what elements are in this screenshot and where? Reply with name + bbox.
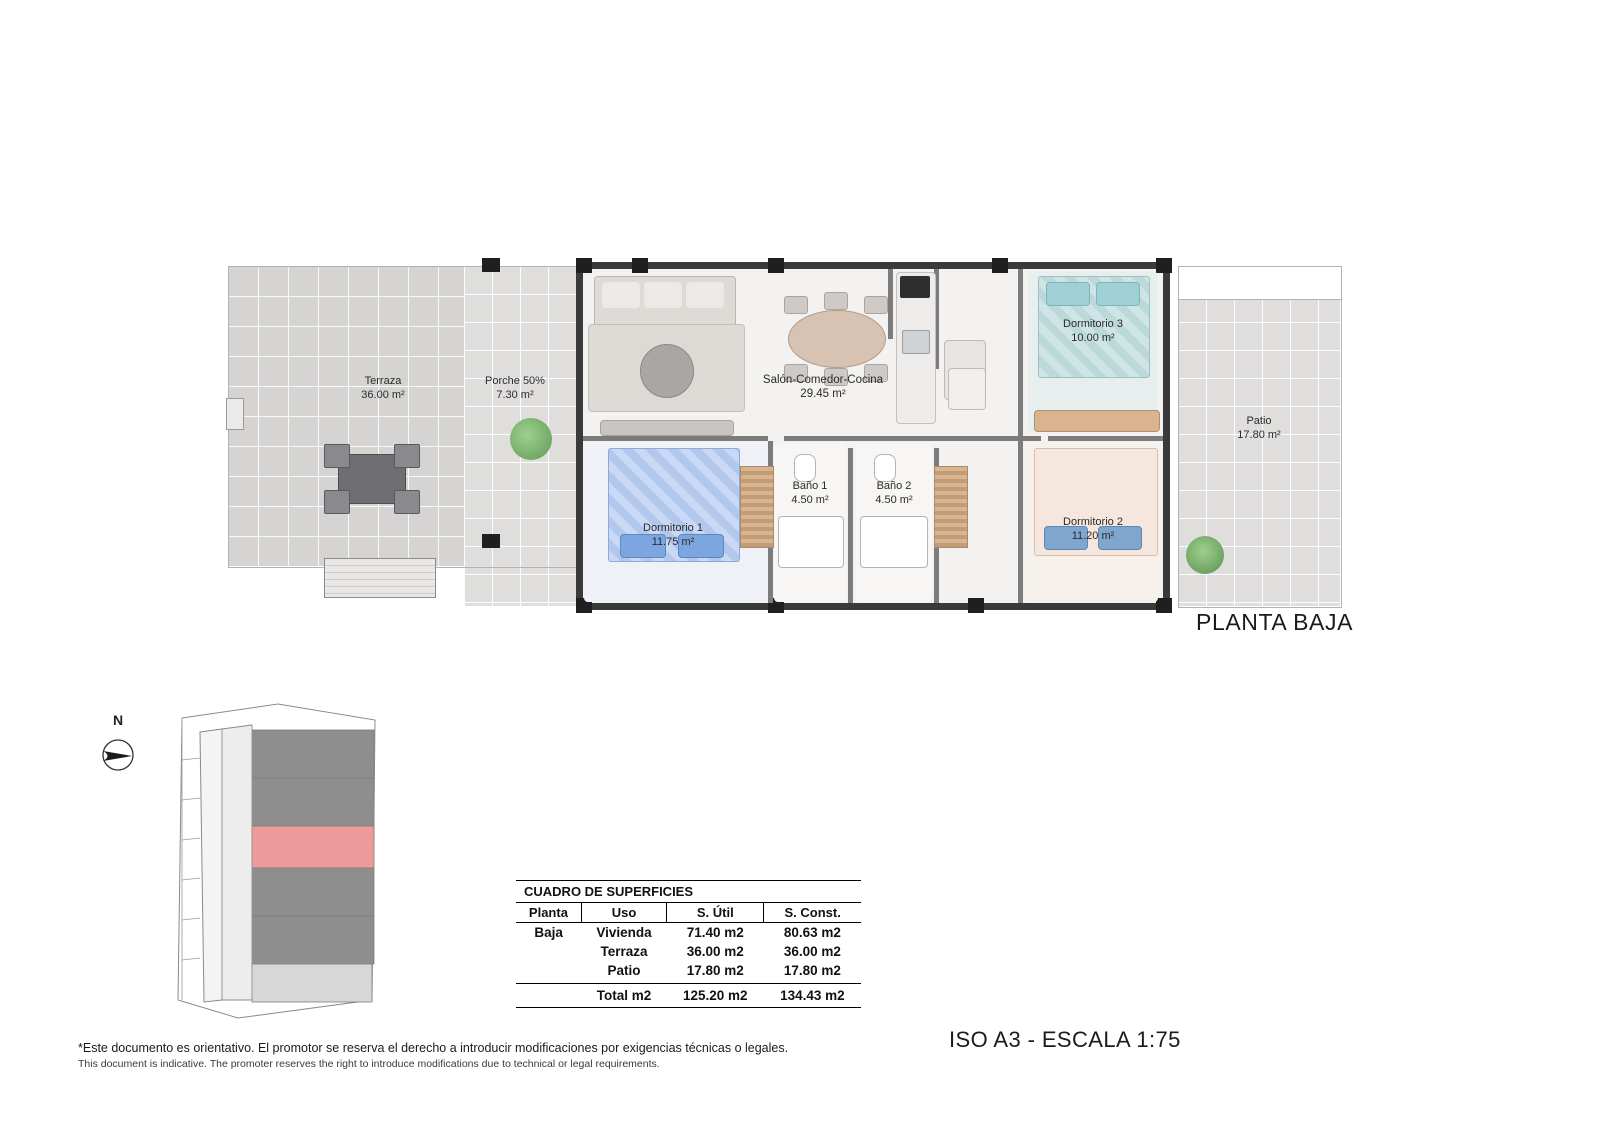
outdoor-chair xyxy=(394,444,420,468)
room-label-bano2: Baño 2 4.50 m² xyxy=(875,480,913,506)
table-row xyxy=(516,961,861,984)
wall-partition xyxy=(1018,269,1023,436)
floor-title: PLANTA BAJA xyxy=(1196,609,1354,635)
stairs xyxy=(324,558,436,598)
table-total-row xyxy=(516,984,861,1008)
cell-util: 71.40 m2 xyxy=(686,925,744,940)
wall-interior-horizontal xyxy=(1048,436,1163,441)
dining-chair xyxy=(824,292,848,310)
room-label-dormitorio3: Dormitorio 3 10.00 m² xyxy=(1063,318,1123,344)
wall-node xyxy=(632,258,648,273)
surface-table xyxy=(516,880,861,1008)
cell-planta xyxy=(516,942,581,961)
sink-icon xyxy=(902,330,930,354)
site-plan xyxy=(160,700,385,1022)
wall-node xyxy=(992,258,1008,273)
shower-bano1 xyxy=(778,516,844,568)
wall-node xyxy=(1156,598,1172,613)
cell-uso: Patio xyxy=(607,963,641,978)
footnote-es: *Este documento es orientativo. El promotor se reserva el derecho a introducir modificaciones por exigencias técnicas o legales. xyxy=(78,1041,789,1055)
col-header-uso: Uso xyxy=(581,903,666,923)
floor-plan xyxy=(228,258,1338,610)
cell-planta: Baja xyxy=(534,925,563,940)
total-const: 134.43 m2 xyxy=(764,984,861,1008)
cell-planta xyxy=(516,961,581,984)
pillow xyxy=(620,534,666,558)
pillow xyxy=(1098,526,1142,550)
table-row xyxy=(516,923,861,943)
terrace-outline xyxy=(228,266,578,568)
cell-util: 36.00 m2 xyxy=(686,944,744,959)
cell-util: 17.80 m2 xyxy=(686,963,744,978)
col-header-planta: Planta xyxy=(516,903,581,923)
wall-interior-horizontal xyxy=(784,436,936,441)
wall-node xyxy=(768,258,784,273)
wall-node xyxy=(1156,258,1172,273)
toilet-bano2 xyxy=(874,454,896,482)
plant-icon xyxy=(510,418,552,460)
dining-chair xyxy=(784,296,808,314)
wall-node xyxy=(576,258,592,273)
col-header-sutil: S. Útil xyxy=(667,903,764,923)
pillow xyxy=(678,534,724,558)
room-label-dormitorio2: Dormitorio 2 11.20 m² xyxy=(1063,516,1123,542)
pillow xyxy=(1096,282,1140,306)
dining-chair xyxy=(784,364,808,382)
wall-interior-horizontal xyxy=(936,436,1041,441)
north-arrow-icon xyxy=(96,733,140,777)
fridge xyxy=(948,368,986,410)
shower-bano2 xyxy=(860,516,928,568)
cell-const: 80.63 m2 xyxy=(783,925,841,940)
tv-unit xyxy=(600,420,734,436)
dining-table xyxy=(788,310,886,368)
footnote-en: This document is indicative. The promoter reserves the right to introduce modifications due to technical or legal requirements. xyxy=(78,1057,660,1070)
wall-right xyxy=(1163,262,1170,610)
outdoor-chair xyxy=(324,444,350,468)
cell-const: 17.80 m2 xyxy=(783,963,841,978)
wall-top xyxy=(576,262,1170,269)
dining-chair xyxy=(824,368,848,386)
wall-partition xyxy=(848,448,853,603)
room-label-salon: Salón-Comedor-Cocina 29.45 m² xyxy=(762,374,884,401)
pillow xyxy=(1046,282,1090,306)
scale-title: ISO A3 - ESCALA 1:75 xyxy=(949,1027,1181,1052)
sofa-cushion xyxy=(602,282,640,308)
room-label-porche: Porche 50% 7.30 m² xyxy=(485,375,545,401)
north-label: N xyxy=(113,712,124,728)
hob-icon xyxy=(900,276,930,298)
cell-uso: Terraza xyxy=(600,944,648,959)
wardrobe-dorm3 xyxy=(1034,410,1160,432)
cell-const: 36.00 m2 xyxy=(783,944,841,959)
pillow xyxy=(1044,526,1088,550)
terrace-step-left xyxy=(226,398,244,430)
col-header-sconst: S. Const. xyxy=(764,903,861,923)
coffee-table xyxy=(640,344,694,398)
total-label: Total m2 xyxy=(581,984,666,1008)
cell-uso: Vivienda xyxy=(596,925,652,940)
sofa-cushion xyxy=(644,282,682,308)
dining-chair xyxy=(864,296,888,314)
wall-interior-horizontal xyxy=(583,436,768,441)
toilet-bano1 xyxy=(794,454,816,482)
plant-icon xyxy=(1186,536,1224,574)
table-row xyxy=(516,942,861,961)
wall-left xyxy=(576,262,583,610)
patio-top-void xyxy=(1178,266,1342,300)
room-label-patio: Patio 17.80 m² xyxy=(1237,415,1281,441)
pillar xyxy=(482,258,500,272)
wall-partition xyxy=(1018,441,1023,603)
outdoor-chair xyxy=(394,490,420,514)
outdoor-chair xyxy=(324,490,350,514)
door-louvered xyxy=(934,466,968,548)
footnote xyxy=(78,1040,788,1071)
wall-bottom xyxy=(576,603,1170,610)
surface-table-caption: CUADRO DE SUPERFICIES xyxy=(516,881,861,903)
wall-node xyxy=(968,598,984,613)
room-label-bano1: Baño 1 4.50 m² xyxy=(791,480,829,506)
dining-chair xyxy=(864,364,888,382)
room-label-dormitorio1: Dormitorio 1 11.75 m² xyxy=(643,522,703,548)
sofa-cushion xyxy=(686,282,724,308)
total-util: 125.20 m2 xyxy=(667,984,764,1008)
wall-partition xyxy=(888,269,893,339)
room-label-terraza: Terraza 36.00 m² xyxy=(361,375,405,401)
pillar xyxy=(482,534,500,548)
door-louvered xyxy=(740,466,774,548)
